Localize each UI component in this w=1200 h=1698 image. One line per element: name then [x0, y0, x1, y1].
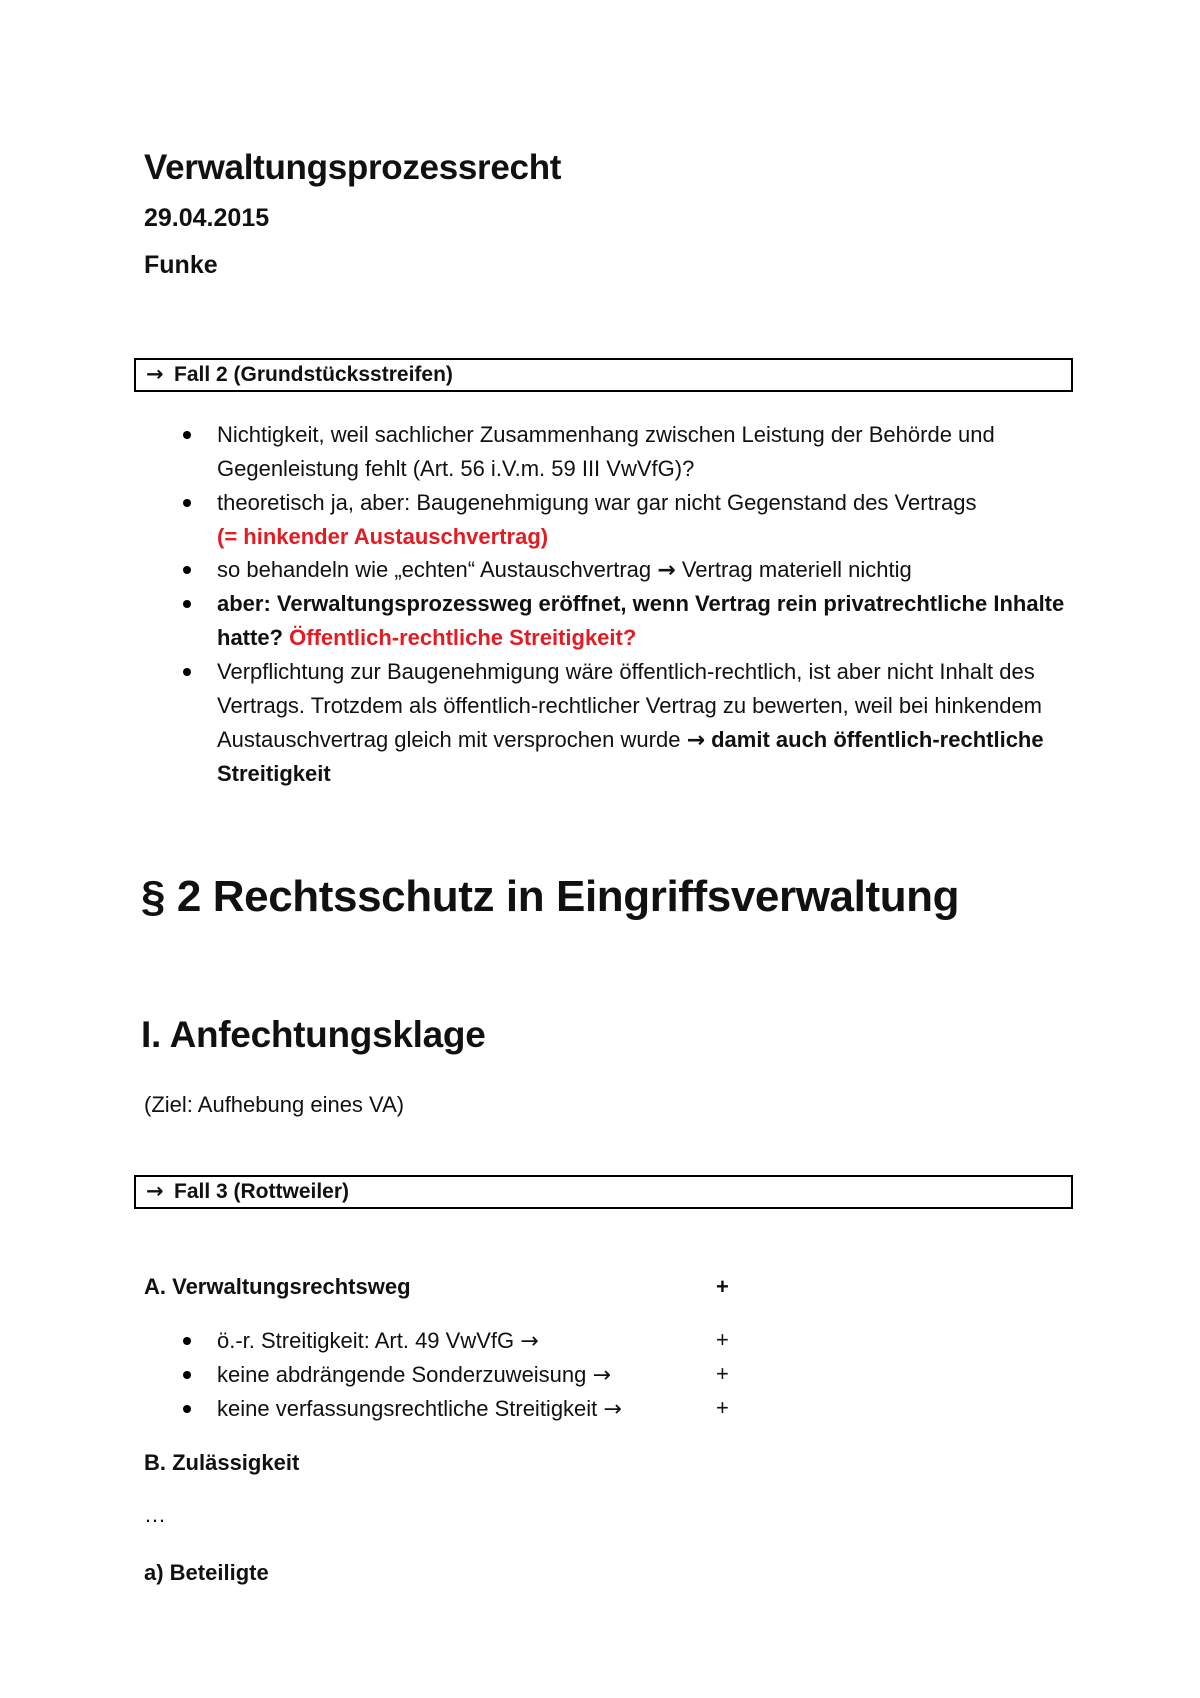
arrow-right-icon: → — [686, 728, 705, 753]
document-author: Funke — [144, 251, 218, 279]
bullet-3-line-1 — [217, 556, 912, 585]
part-a-label: A. Verwaltungsrechtsweg — [144, 1274, 411, 1299]
part-a-item-3-text: keine verfassungsrechtliche Streitigkeit — [217, 1396, 604, 1421]
bullet-4-line-2 — [217, 624, 636, 652]
ellipsis: … — [144, 1502, 166, 1527]
arrow-right-icon: → — [592, 1363, 611, 1388]
bullet-5-line-1: Verpflichtung zur Baugenehmigung wäre öffentlich-rechtlich, ist aber nicht Inhalt des — [217, 659, 1035, 684]
part-a-item-3-result: + — [716, 1395, 729, 1420]
bullet-dot — [183, 1337, 191, 1345]
bullet-3-text-b: Vertrag materiell nichtig — [675, 557, 912, 582]
document-date: 29.04.2015 — [144, 204, 270, 232]
arrow-right-icon: → — [146, 362, 164, 386]
bullet-4-highlight: Öffentlich-rechtliche Streitigkeit? — [289, 625, 637, 650]
part-a-item-2-text: keine abdrängende Sonderzuweisung — [217, 1362, 593, 1387]
section-note: (Ziel: Aufhebung eines VA) — [144, 1092, 405, 1117]
case-2-label: Fall 2 (Grundstücksstreifen) — [174, 363, 453, 386]
part-a-result: + — [716, 1274, 729, 1299]
bullet-5-text-a: Austauschvertrag gleich mit versprochen wurde — [217, 727, 687, 752]
bullet-4-line-1: aber: Verwaltungsprozessweg eröffnet, wenn Vertrag rein privatrechtliche Inhalte — [217, 591, 1065, 616]
bullet-dot — [183, 1371, 191, 1379]
bullet-2-line-2-highlight: (= hinkender Austauschvertrag) — [217, 524, 549, 549]
case-3-label: Fall 3 (Rottweiler) — [174, 1180, 350, 1203]
bullet-dot — [183, 600, 191, 608]
part-a-item-2 — [217, 1361, 611, 1390]
arrow-right-icon: → — [603, 1397, 622, 1422]
bullet-1-line-2: Gegenleistung fehlt (Art. 56 i.V.m. 59 III VwVfG)? — [217, 456, 695, 481]
arrow-right-icon: → — [520, 1329, 539, 1354]
part-a-item-1 — [217, 1327, 539, 1356]
part-a-item-3 — [217, 1395, 622, 1424]
section-heading: § 2 Rechtsschutz in Eingriffsverwaltung — [141, 872, 960, 921]
bullet-dot — [183, 499, 191, 507]
bullet-3-text-a: so behandeln wie „echten“ Austauschvertrag — [217, 557, 658, 582]
bullet-2-line-1: theoretisch ja, aber: Baugenehmigung war gar nicht Gegenstand des Vertrags — [217, 490, 977, 515]
arrow-right-icon: → — [657, 558, 676, 583]
subsection-heading: I. Anfechtungsklage — [141, 1014, 486, 1055]
bullet-4-text-a: hatte? — [217, 625, 290, 650]
arrow-right-icon: → — [146, 1179, 164, 1203]
bullet-5-line-4: Streitigkeit — [217, 761, 331, 786]
bullet-dot — [183, 1405, 191, 1413]
bullet-1-line-1: Nichtigkeit, weil sachlicher Zusammenhang zwischen Leistung der Behörde und — [217, 422, 995, 447]
bullet-5-line-2: Vertrags. Trotzdem als öffentlich-rechtlicher Vertrag zu bewerten, weil bei hinkendem — [217, 693, 1042, 718]
bullet-dot — [183, 431, 191, 439]
case-2-box — [134, 358, 1073, 392]
bullet-dot — [183, 668, 191, 676]
part-a-item-2-result: + — [716, 1361, 729, 1386]
case-3-box — [134, 1175, 1073, 1209]
part-a-item-1-text: ö.-r. Streitigkeit: Art. 49 VwVfG — [217, 1328, 521, 1353]
part-b-label: B. Zulässigkeit — [144, 1450, 300, 1475]
bullet-dot — [183, 566, 191, 574]
sub-a-label: a) Beteiligte — [144, 1560, 269, 1585]
bullet-5-line-3 — [217, 726, 1044, 755]
document-title: Verwaltungsprozessrecht — [144, 148, 562, 187]
part-a-item-1-result: + — [716, 1327, 729, 1352]
bullet-5-text-b: damit auch öffentlich-rechtliche — [705, 727, 1044, 752]
